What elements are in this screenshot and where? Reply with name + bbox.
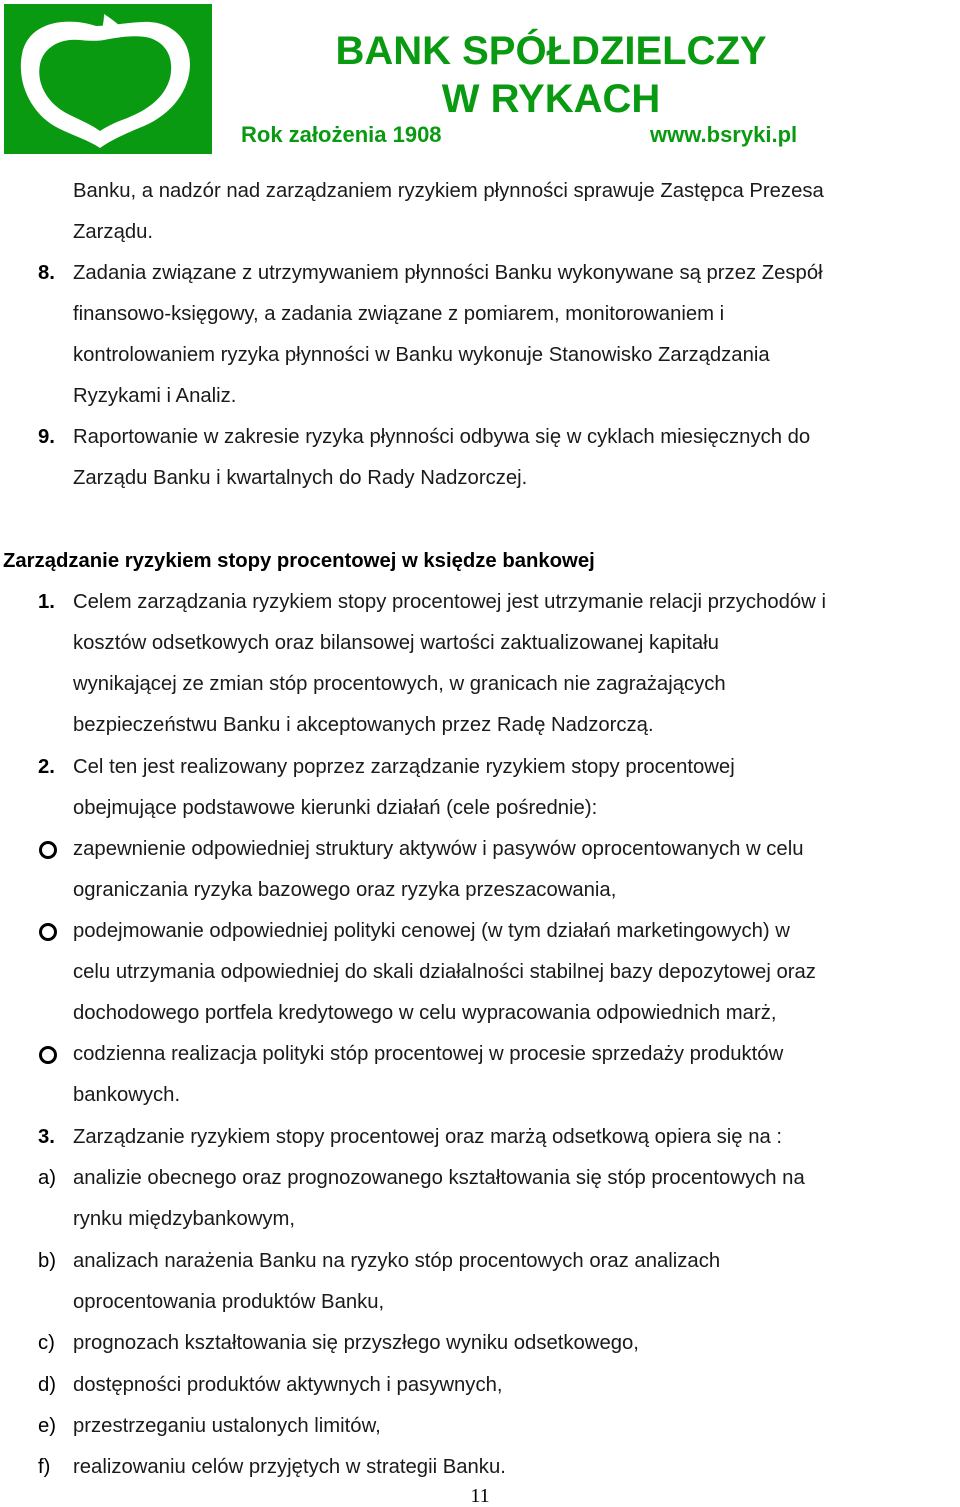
paragraph-line: obejmujące podstawowe kierunki działań (cele pośrednie): <box>73 797 598 819</box>
sub-item-line: dostępności produktów aktywnych i pasywnych, <box>73 1374 503 1396</box>
bullet-line: celu utrzymania odpowiedniej do skali działalności stabilnej bazy depozytowej oraz <box>73 961 816 983</box>
paragraph-line: kosztów odsetkowych oraz bilansowej wartości zaktualizowanej kapitału <box>73 632 719 654</box>
sub-item-line: prognozach kształtowania się przyszłego wyniku odsetkowego, <box>73 1332 639 1354</box>
sub-item-label: a) <box>38 1167 57 1189</box>
item-number: 9. <box>38 426 55 448</box>
bullet-circle-icon <box>39 841 57 859</box>
letterhead <box>0 0 960 158</box>
sub-item-label: f) <box>38 1456 51 1478</box>
paragraph-line: bezpieczeństwu Banku i akceptowanych przez Radę Nadzorczą. <box>73 714 654 736</box>
bullet-line: zapewnienie odpowiedniej struktury aktywów i pasywów oprocentowanych w celu <box>73 838 804 860</box>
paragraph-line: Raportowanie w zakresie ryzyka płynności odbywa się w cyklach miesięcznych do <box>73 426 811 448</box>
founded-year: Rok założenia 1908 <box>241 122 442 147</box>
paragraph-line: Zarządzanie ryzykiem stopy procentowej oraz marżą odsetkową opiera się na : <box>73 1126 783 1148</box>
sub-item-line: analizach narażenia Banku na ryzyko stóp procentowych oraz analizach <box>73 1250 721 1272</box>
bullet-circle-icon <box>39 923 57 941</box>
paragraph-line: Zadania związane z utrzymywaniem płynności Banku wykonywane są przez Zespół <box>73 262 823 284</box>
sub-item-label: d) <box>38 1374 57 1396</box>
sub-item-line: rynku międzybankowym, <box>73 1208 296 1230</box>
sub-item-label: b) <box>38 1250 57 1272</box>
bank-name-line1: BANK SPÓŁDZIELCZY <box>335 29 767 73</box>
bank-name-line2: W RYKACH <box>441 77 661 121</box>
paragraph-line: wynikającej ze zmian stóp procentowych, w granicach nie zagrażających <box>73 673 726 695</box>
paragraph-line: Zarządu Banku i kwartalnych do Rady Nadzorczej. <box>73 467 528 489</box>
paragraph-line: finansowo-księgowy, a zadania związane z pomiarem, monitorowaniem i <box>73 303 725 325</box>
paragraph-line: kontrolowaniem ryzyka płynności w Banku wykonuje Stanowisko Zarządzania <box>73 344 770 366</box>
item-number: 3. <box>38 1126 55 1148</box>
sub-item-line: oprocentowania produktów Banku, <box>73 1291 385 1313</box>
sub-item-line: realizowaniu celów przyjętych w strategii Banku. <box>73 1456 506 1478</box>
sub-item-line: przestrzeganiu ustalonych limitów, <box>73 1415 381 1437</box>
item-number: 8. <box>38 262 55 284</box>
paragraph-line: Ryzykami i Analiz. <box>73 385 237 407</box>
bullet-line: ograniczania ryzyka bazowego oraz ryzyka przeszacowania, <box>73 879 617 901</box>
bullet-line: codzienna realizacja polityki stóp procentowej w procesie sprzedaży produktów <box>73 1043 784 1065</box>
paragraph-line: Banku, a nadzór nad zarządzaniem ryzykiem płynności sprawuje Zastępca Prezesa <box>73 180 824 202</box>
paragraph-line: Zarządu. <box>73 221 154 243</box>
sub-item-line: analizie obecnego oraz prognozowanego kształtowania się stóp procentowych na <box>73 1167 805 1189</box>
sub-item-label: c) <box>38 1332 55 1354</box>
page-number: 11 <box>470 1485 490 1507</box>
item-number: 2. <box>38 756 55 778</box>
bullet-line: podejmowanie odpowiedniej polityki cenowej (w tym działań marketingowych) w <box>73 920 790 942</box>
paragraph-line: Celem zarządzania ryzykiem stopy procentowej jest utrzymanie relacji przychodów i <box>73 591 826 613</box>
bullet-line: bankowych. <box>73 1084 181 1106</box>
cooperative-bank-logo-icon <box>4 4 212 154</box>
item-number: 1. <box>38 591 55 613</box>
website-address: www.bsryki.pl <box>650 122 798 147</box>
section-heading: Zarządzanie ryzykiem stopy procentowej w księdze bankowej <box>3 550 595 572</box>
paragraph-line: Cel ten jest realizowany poprzez zarządzanie ryzykiem stopy procentowej <box>73 756 735 778</box>
sub-item-label: e) <box>38 1415 57 1437</box>
bullet-line: dochodowego portfela kredytowego w celu wypracowania odpowiednich marż, <box>73 1002 777 1024</box>
bullet-circle-icon <box>39 1046 57 1064</box>
